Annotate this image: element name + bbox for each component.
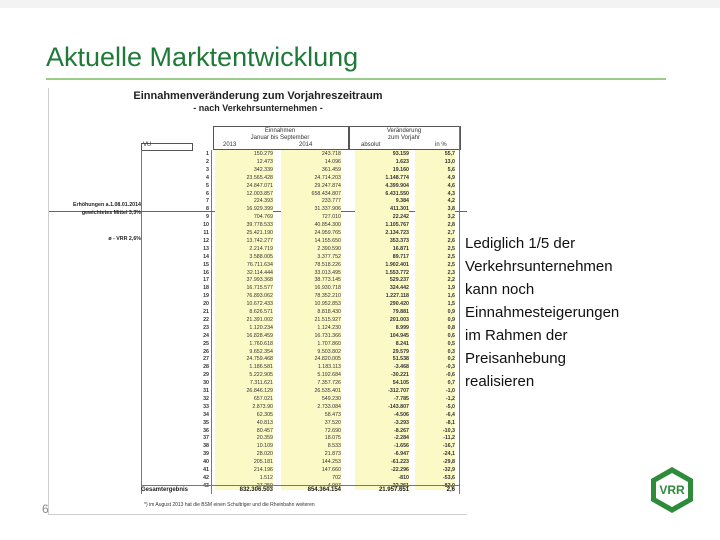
change-percent: 4,6 [415,182,455,190]
value-2013: 26.846.129 [215,387,273,395]
value-2013: 1.186.581 [215,363,273,371]
table-subtitle: - nach Verkehrsunternehmen - [193,103,323,113]
value-2013: 8.626.571 [215,308,273,316]
value-2013: 657.021 [215,395,273,403]
value-2014: 144.253 [281,458,341,466]
change-percent: 4,3 [415,190,455,198]
change-percent: 5,6 [415,166,455,174]
callout-line: Preisanhebung [465,350,566,367]
row-number: 16 [203,269,209,276]
change-absolute: -312.707 [355,387,409,395]
value-2014: 18.075 [281,434,341,442]
change-absolute: 22.242 [355,213,409,221]
row-number: 33 [203,403,209,410]
row-number: 26 [203,348,209,355]
change-absolute: 8.999 [355,324,409,332]
change-absolute: -3.293 [355,419,409,427]
change-percent: 2,5 [415,245,455,253]
change-absolute: 29.579 [355,348,409,356]
value-2014: 5.192.684 [281,371,341,379]
value-2013: 16.929.399 [215,205,273,213]
value-2013: 76.893.062 [215,292,273,300]
value-2014: 727.010 [281,213,341,221]
value-2014: 2.390.590 [281,245,341,253]
row-number: 25 [203,340,209,347]
change-absolute: 201.003 [355,316,409,324]
change-percent: -5,0 [415,403,455,411]
row-number: 38 [203,443,209,450]
change-percent: 1,5 [415,300,455,308]
change-percent: -24,1 [415,450,455,458]
row-number: 14 [203,253,209,260]
row-number: 37 [203,435,209,442]
value-2013: 214.196 [215,466,273,474]
change-absolute: 324.442 [355,284,409,292]
value-2013: 1.120.234 [215,324,273,332]
value-2014: 21.873 [281,450,341,458]
value-2013: 7.311.621 [215,379,273,387]
total-2014: 854.364.154 [307,487,341,493]
change-percent: 2,8 [415,221,455,229]
change-absolute: 104.945 [355,332,409,340]
value-2014: 1.707.860 [281,340,341,348]
change-percent: -0,6 [415,371,455,379]
row-number: 4 [206,174,209,181]
change-percent: -29,8 [415,458,455,466]
change-percent: 2,5 [415,261,455,269]
value-2014: 31.337.906 [281,205,341,213]
value-2013: 28.020 [215,450,273,458]
row-number: 34 [203,411,209,418]
header-year-2013: 2013 [223,142,237,148]
change-absolute: -22.296 [355,466,409,474]
value-2014: 147.660 [281,466,341,474]
row-number: 28 [203,364,209,371]
value-2014: 8.533 [281,442,341,450]
value-2013: 21.391.002 [215,316,273,324]
table-left-border [141,150,142,494]
value-2013: 37.993.368 [215,276,273,284]
change-absolute: -8.267 [355,427,409,435]
value-2013: 3.588.005 [215,253,273,261]
row-number: 13 [203,245,209,252]
value-2013: 40.813 [215,419,273,427]
change-absolute: 54.105 [355,379,409,387]
change-percent: 0,9 [415,316,455,324]
change-percent: 1,6 [415,292,455,300]
change-absolute: 1.148.774 [355,174,409,182]
value-2014: 8.818.430 [281,308,341,316]
value-2013: 13.742.277 [215,237,273,245]
row-number: 12 [203,237,209,244]
value-2014: 1.124.230 [281,324,341,332]
change-absolute: 9.384 [355,197,409,205]
row-number: 22 [203,316,209,323]
label-erhoehung: Erhöhungen a.1.08.01.2014 [72,202,141,208]
change-absolute: -810 [355,474,409,482]
change-absolute: -6.947 [355,450,409,458]
total-absolute: 21.957.651 [378,487,409,493]
change-absolute: -4.506 [355,411,409,419]
value-2014: 233.777 [281,197,341,205]
row-number: 5 [206,182,209,189]
value-2014: 58.473 [281,411,341,419]
table-footnote: *) im August 2013 hat die BSM einen Schultriger und die Rheinbahn weiteren [144,502,315,508]
value-2014: 78.352.210 [281,292,341,300]
change-percent: -0,3 [415,363,455,371]
value-2013: 24.759.468 [215,355,273,363]
change-absolute: 353.373 [355,237,409,245]
row-number: 10 [203,222,209,229]
row-number: 8 [206,206,209,213]
vrr-logo [648,466,696,514]
change-absolute: 290.420 [355,300,409,308]
value-2013: 24.847.071 [215,182,273,190]
callout-line: im Rahmen der [465,327,568,344]
value-2013: 5.222.905 [215,371,273,379]
change-absolute: 2.134.723 [355,229,409,237]
change-absolute: 51.538 [355,355,409,363]
row-number: 29 [203,372,209,379]
total-percent: 2,6 [446,487,455,493]
title-underline [46,78,666,80]
sidebar-callout [465,232,640,393]
change-percent: -16,7 [415,442,455,450]
value-2013: 2.214.719 [215,245,273,253]
value-2013: 76.711.634 [215,261,273,269]
change-percent: 3,8 [415,205,455,213]
change-absolute: 89.717 [355,253,409,261]
change-percent: 55,7 [415,150,455,158]
change-percent: 0,2 [415,355,455,363]
value-2013: 20.359 [215,434,273,442]
header-year-2014: 2014 [299,142,313,148]
value-2013: 9.652.354 [215,348,273,356]
row-number: 15 [203,261,209,268]
value-2014: 24.820.005 [281,355,341,363]
row-number: 31 [203,388,209,394]
change-percent: 2,5 [415,253,455,261]
value-2013: 2.873.90 [215,403,273,411]
row-number: 21 [203,309,209,315]
row-number: 6 [206,190,209,197]
page-number: 6 [42,502,49,516]
callout-line: realisieren [465,373,535,390]
change-percent: -6,4 [415,411,455,419]
row-number: 27 [203,356,209,363]
table-right-border [459,126,460,494]
change-percent: 0,7 [415,379,455,387]
header-vu: VU [143,142,152,148]
change-absolute: -30.221 [355,371,409,379]
row-number: 32 [203,395,209,402]
value-2013: 224.393 [215,197,273,205]
value-2013: 205.181 [215,458,273,466]
revenue-table-image [48,88,467,515]
change-percent: -53,6 [415,474,455,482]
callout-line: kann noch [465,281,535,298]
change-absolute: 411.301 [355,205,409,213]
change-percent: 0,5 [415,340,455,348]
row-number: 35 [203,419,209,426]
value-2014: 33.013.495 [281,269,341,277]
row-number: 36 [203,427,209,434]
change-absolute: 1.227.118 [355,292,409,300]
value-2014: 243.718 [281,150,341,158]
change-absolute: 1.623 [355,158,409,166]
label-gewichtet: gewichtetes Mittel 3,3% [81,210,141,216]
change-percent: -32,9 [415,466,455,474]
header-change-2: zum Vorjahr [387,135,420,141]
header-absolut: absolut [361,142,381,148]
row-number: 17 [203,277,209,284]
change-percent: 4,2 [415,197,455,205]
table-title: Einnahmenveränderung zum Vorjahreszeitraum [133,90,383,102]
value-2013: 1.760.618 [215,340,273,348]
header-change: Veränderung [386,128,422,134]
total-2013: 832.306.503 [239,487,273,493]
value-2013: 25.421.190 [215,229,273,237]
change-percent: -1,0 [415,387,455,395]
value-2014: 1.183.113 [281,363,341,371]
value-2013: 12.473 [215,158,273,166]
change-absolute: 4.399.904 [355,182,409,190]
change-percent: 2,3 [415,269,455,277]
header-percent: in % [435,142,447,148]
value-2013: 10.109 [215,442,273,450]
value-2014: 658.434.807 [281,190,341,198]
value-2014: 37.520 [281,419,341,427]
value-2013: 704.769 [215,213,273,221]
change-absolute: -7.785 [355,395,409,403]
row-number: 30 [203,380,209,387]
change-absolute: 1.902.401 [355,261,409,269]
change-percent: 13,0 [415,158,455,166]
value-2013: 150.279 [215,150,273,158]
row-number: 39 [203,451,209,458]
row-number: 23 [203,324,209,331]
row-number: 20 [203,301,209,308]
change-percent: 1,9 [415,284,455,292]
value-2014: 361.459 [281,166,341,174]
callout-line: Lediglich 1/5 der [465,235,576,252]
value-2014: 26.535.401 [281,387,341,395]
row-number: 41 [203,467,209,473]
change-absolute: 1.105.767 [355,221,409,229]
value-2013: 1.512 [215,474,273,482]
change-percent: -1,2 [415,395,455,403]
table-divider [211,150,212,494]
change-percent: 2,6 [415,237,455,245]
change-absolute: 16.871 [355,245,409,253]
total-label: Gesamtergebnis [141,487,189,493]
row-number: 40 [203,459,209,466]
value-2014: 24.714.203 [281,174,341,182]
logo-text: VRR [659,483,685,497]
change-percent: -8,1 [415,419,455,427]
row-number: 24 [203,332,209,339]
value-2013: 39.778.533 [215,221,273,229]
value-2014: 2.733.084 [281,403,341,411]
row-number: 3 [206,166,209,173]
value-2013: 32.114.444 [215,269,273,277]
row-number: 9 [206,214,209,221]
change-absolute: 6.431.550 [355,190,409,198]
value-2014: 24.959.765 [281,229,341,237]
header-period: Januar bis September [250,135,310,141]
value-2013: 16.715.577 [215,284,273,292]
row-number: 18 [203,285,209,292]
row-number: 42 [203,474,209,481]
callout-line: Verkehrsunternehmen [465,258,613,275]
value-2013: 16.828.459 [215,332,273,340]
value-2013: 62.305 [215,411,273,419]
label-vrr-avg: ø - VRR 2,6% [108,236,141,242]
change-absolute: -3.468 [355,363,409,371]
header-einnahmen: Einnahmen [264,128,296,134]
change-absolute: 529.237 [355,276,409,284]
change-absolute: 1.553.772 [355,269,409,277]
change-percent: 2,2 [415,276,455,284]
change-absolute: 79.881 [355,308,409,316]
change-absolute: -2.284 [355,434,409,442]
value-2014: 10.952.853 [281,300,341,308]
change-percent: 0,6 [415,332,455,340]
row-number: 19 [203,293,209,300]
change-absolute: 19.160 [355,166,409,174]
value-2014: 9.503.802 [281,348,341,356]
row-number: 7 [206,198,209,205]
value-2014: 549.230 [281,395,341,403]
change-absolute: 93.159 [355,150,409,158]
value-2014: 40.854.300 [281,221,341,229]
value-2014: 16.930.718 [281,284,341,292]
change-percent: -11,2 [415,434,455,442]
change-percent: 4,9 [415,174,455,182]
value-2014: 16.731.366 [281,332,341,340]
change-absolute: 8.241 [355,340,409,348]
value-2014: 21.515.927 [281,316,341,324]
row-number: 1 [206,151,209,157]
callout-line: Einnahmesteigerungen [465,304,620,321]
row-number: 2 [206,158,209,165]
change-percent: 2,7 [415,229,455,237]
value-2014: 702 [281,474,341,482]
change-percent: 3,2 [415,213,455,221]
change-absolute: -143.807 [355,403,409,411]
value-2013: 23.565.428 [215,174,273,182]
change-percent: 0,3 [415,348,455,356]
value-2013: 80.457 [215,427,273,435]
change-absolute: -61.223 [355,458,409,466]
change-percent: 0,8 [415,324,455,332]
row-number: 11 [203,230,209,236]
change-percent: 0,9 [415,308,455,316]
change-percent: -10,3 [415,427,455,435]
value-2014: 14.096 [281,158,341,166]
value-2014: 3.377.752 [281,253,341,261]
change-absolute: -1.656 [355,442,409,450]
value-2013: 12.003.857 [215,190,273,198]
value-2014: 7.357.726 [281,379,341,387]
value-2013: 342.339 [215,166,273,174]
value-2014: 29.247.874 [281,182,341,190]
value-2014: 38.773.145 [281,276,341,284]
slide-title: Aktuelle Marktentwicklung [46,42,359,72]
top-bar [0,0,720,8]
value-2014: 72.690 [281,427,341,435]
value-2013: 10.672.433 [215,300,273,308]
value-2014: 14.155.650 [281,237,341,245]
value-2014: 78.518.226 [281,261,341,269]
